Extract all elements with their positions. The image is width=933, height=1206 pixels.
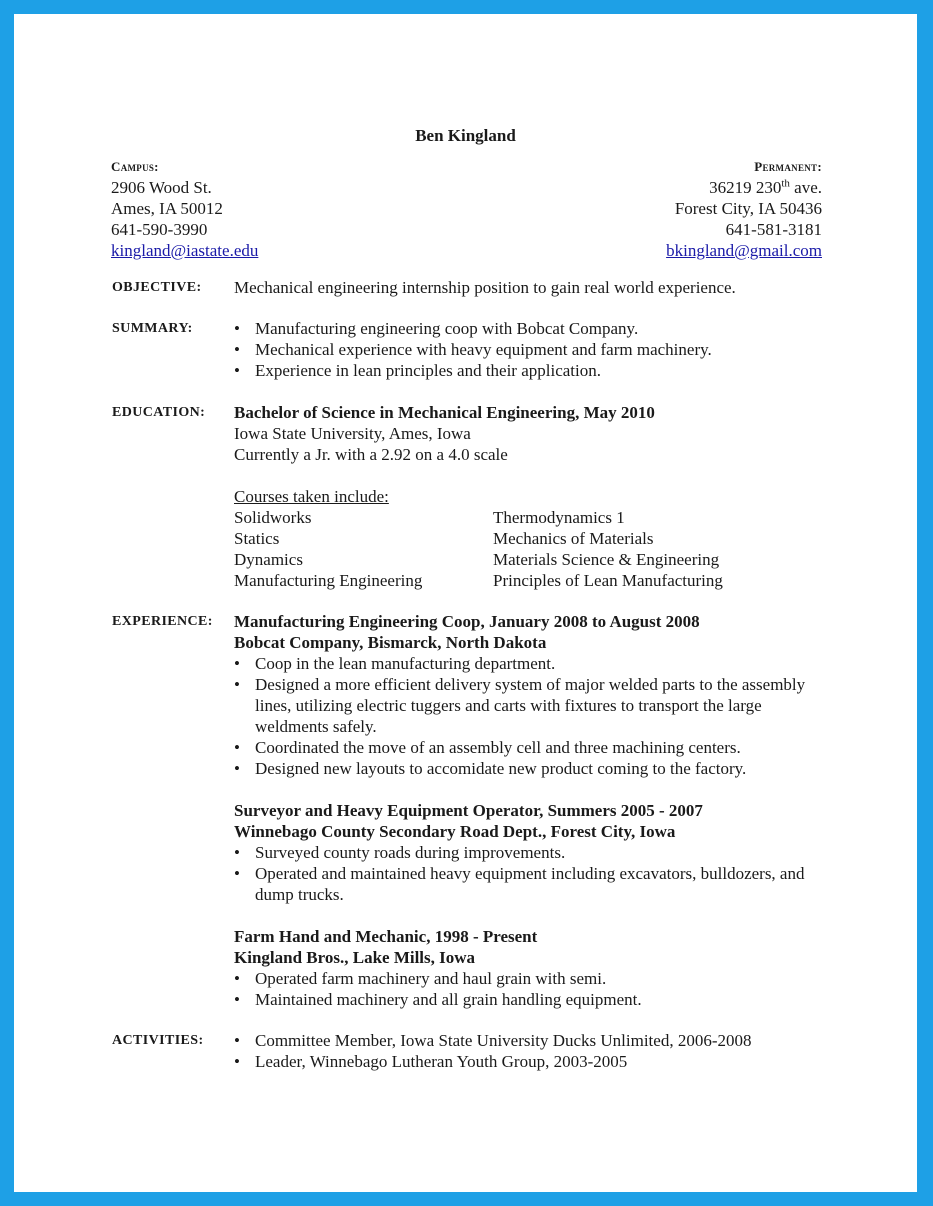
education-school: Iowa State University, Ames, Iowa [234, 424, 471, 443]
job-bullet: • Coordinated the move of an assembly cell and three machining centers. [234, 737, 824, 758]
job-bullet: • Surveyed county roads during improvements. [234, 842, 824, 863]
permanent-email-link[interactable]: bkingland@gmail.com [666, 241, 822, 260]
job-bullet: • Designed a more efficient delivery system of major welded parts to the assembly lines, utilizing electric tuggers and carts with fixtures to transport the large weldments safely. [234, 674, 824, 737]
permanent-city: Forest City, IA 50436 [674, 199, 822, 218]
job-title: Surveyor and Heavy Equipment Operator, Summers 2005 - 2007 [234, 801, 703, 820]
campus-address [111, 156, 258, 261]
education-gpa: Currently a Jr. with a 2.92 on a 4.0 scale [234, 445, 508, 464]
course-item: Dynamics [234, 550, 303, 569]
courses-heading: Courses taken include: [234, 487, 389, 506]
job-company: Kingland Bros., Lake Mills, Iowa [234, 948, 476, 967]
course-item: Mechanics of Materials [493, 529, 654, 548]
activities-label: ACTIVITIES: [112, 1033, 204, 1048]
courses-table [234, 507, 723, 591]
job-bullet: • Operated and maintained heavy equipment including excavators, bulldozers, and dump trucks. [234, 863, 824, 905]
job-bullet: • Coop in the lean manufacturing department. [234, 653, 824, 674]
job-entry [234, 611, 824, 779]
campus-email-link[interactable]: kingland@iastate.edu [111, 241, 259, 260]
summary-section [234, 318, 712, 381]
course-item: Statics [234, 529, 280, 548]
job-company: Winnebago County Secondary Road Dept., Forest City, Iowa [234, 822, 676, 841]
permanent-street-sup: th [781, 177, 790, 190]
permanent-street-suffix: ave. [789, 178, 822, 197]
job-bullet: • Maintained machinery and all grain handling equipment. [234, 989, 824, 1010]
job-entry [234, 800, 824, 905]
objective-label: OBJECTIVE: [112, 280, 202, 295]
summary-item: • Experience in lean principles and their application. [234, 360, 712, 381]
job-entry [234, 926, 824, 1010]
resume-page [14, 14, 917, 1192]
experience-label: EXPERIENCE: [112, 614, 213, 629]
job-title: Manufacturing Engineering Coop, January 2008 to August 2008 [234, 612, 700, 631]
permanent-address [666, 156, 822, 261]
education-label: EDUCATION: [112, 405, 206, 420]
courses-left-column [234, 507, 493, 591]
summary-item: • Manufacturing engineering coop with Bobcat Company. [234, 318, 712, 339]
education-degree: Bachelor of Science in Mechanical Engineering, May 2010 [234, 403, 655, 422]
campus-label: Campus: [111, 159, 159, 174]
permanent-street-number: 36219 230 [709, 178, 782, 197]
campus-city: Ames, IA 50012 [111, 199, 223, 218]
course-item: Materials Science & Engineering [493, 550, 720, 569]
experience-section [234, 611, 824, 1010]
job-company: Bobcat Company, Bismarck, North Dakota [234, 633, 547, 652]
activity-item: • Committee Member, Iowa State University Ducks Unlimited, 2006-2008 [234, 1030, 752, 1051]
course-item: Thermodynamics 1 [493, 508, 625, 527]
permanent-street [666, 177, 822, 198]
summary-label: SUMMARY: [112, 321, 193, 336]
activity-item: • Leader, Winnebago Lutheran Youth Group, 2003-2005 [234, 1051, 752, 1072]
courses-right-column [493, 507, 723, 591]
objective-text: Mechanical engineering internship position to gain real world experience. [234, 278, 736, 297]
course-item: Manufacturing Engineering [234, 571, 423, 590]
summary-item: • Mechanical experience with heavy equipment and farm machinery. [234, 339, 712, 360]
education-section [234, 402, 723, 591]
course-item: Solidworks [234, 508, 312, 527]
activities-section [234, 1030, 752, 1072]
permanent-label: Permanent: [754, 159, 822, 174]
job-bullet: • Designed new layouts to accomidate new product coming to the factory. [234, 758, 824, 779]
resume-name: Ben Kingland [415, 126, 516, 145]
course-item: Principles of Lean Manufacturing [493, 571, 723, 590]
campus-phone: 641-590-3990 [111, 220, 208, 239]
campus-street: 2906 Wood St. [111, 178, 212, 197]
permanent-phone: 641-581-3181 [725, 220, 822, 239]
job-bullet: • Operated farm machinery and haul grain with semi. [234, 968, 824, 989]
job-title: Farm Hand and Mechanic, 1998 - Present [234, 927, 538, 946]
